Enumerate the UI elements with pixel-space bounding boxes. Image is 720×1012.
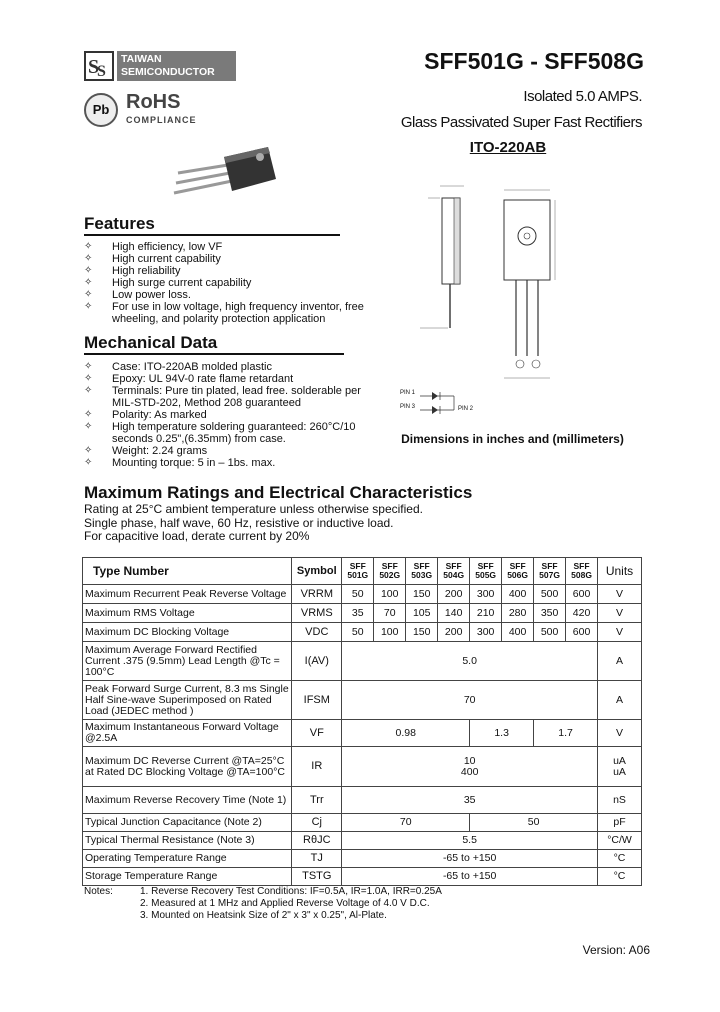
list-item: ✧ High temperature soldering guaranteed: 260°C/10 seconds 0.25",(6.35mm) from case. <box>84 421 356 445</box>
list-item: ✧ High reliability <box>84 265 181 277</box>
model-header: SFF 504G <box>438 558 470 585</box>
type-number-header: Type Number <box>83 558 292 585</box>
table-row: Maximum DC Reverse Current @TA=25°C at Rated DC Blocking Voltage @TA=100°C IR 10 400 uA uA <box>83 747 642 787</box>
package-dimension-drawing <box>400 178 600 418</box>
notes <box>84 886 584 926</box>
bullet-icon: ✧ <box>84 457 93 468</box>
page-title: SFF501G - SFF508G <box>424 48 644 74</box>
bullet-icon: ✧ <box>84 241 93 252</box>
list-item: ✧ Case: ITO-220AB molded plastic <box>84 361 272 373</box>
list-item: ✧ Polarity: As marked <box>84 409 207 421</box>
rohs-badge <box>84 93 224 129</box>
version-label: Version: A06 <box>582 943 650 957</box>
table-row: Maximum RMS Voltage VRMS 35 70 105 140 210 280 350 420 V <box>83 604 642 623</box>
model-header: SFF 503G <box>406 558 438 585</box>
model-header: SFF 501G <box>342 558 374 585</box>
pin1-label: PIN 1 <box>400 390 416 396</box>
features-list <box>84 241 364 325</box>
list-item: ✧ Weight: 2.24 grams <box>84 445 208 457</box>
table-row: Maximum Reverse Recovery Time (Note 1) Trr 35 nS <box>83 787 642 814</box>
svg-text:S: S <box>97 63 106 79</box>
bullet-icon: ✧ <box>84 373 93 384</box>
bullet-icon: ✧ <box>84 409 93 420</box>
bullet-icon: ✧ <box>84 253 93 264</box>
list-item: 1. Reverse Recovery Test Conditions: IF=0.5A, IR=1.0A, IRR=0.25A <box>140 886 442 897</box>
ts-logo-icon <box>84 51 114 81</box>
package-name: ITO-220AB <box>469 139 547 156</box>
table-row: Storage Temperature Range TSTG -65 to +150 °C <box>83 868 642 886</box>
list-item: ✧ Mounting torque: 5 in – 1bs. max. <box>84 457 276 469</box>
ratings-table <box>82 557 642 886</box>
list-item: ✧ Epoxy: UL 94V-0 rate flame retardant <box>84 373 294 385</box>
notes-label: Notes: <box>84 886 113 897</box>
list-item: ✧ High current capability <box>84 253 221 265</box>
bullet-icon: ✧ <box>84 445 93 456</box>
rating-conditions: Rating at 25°C ambient temperature unless otherwise specified. Single phase, half wave, 60 Hz, resistive or inductive load. For capacitive load, derate current by 20% <box>84 502 423 543</box>
units-header: Units <box>598 558 642 585</box>
table-row: Peak Forward Surge Current, 8.3 ms Single Half Sine-wave Superimposed on Rated Load (JEDEC method ) IFSM 70 A <box>83 681 642 720</box>
list-item: ✧ Terminals: Pure tin plated, lead free. solderable per MIL-STD-202, Method 208 guaranteed <box>84 385 361 409</box>
bullet-icon: ✧ <box>84 289 93 300</box>
notes-list <box>140 886 560 922</box>
subtitle-current: Isolated 5.0 AMPS. <box>523 88 642 105</box>
symbol-header: Symbol <box>292 558 342 585</box>
mechanical-list <box>84 361 364 469</box>
model-header: SFF 502G <box>374 558 406 585</box>
model-header: SFF 508G <box>566 558 598 585</box>
bullet-icon: ✧ <box>84 277 93 288</box>
table-row: Maximum Average Forward Rectified Current .375 (9.5mm) Lead Length @Tc = 100°C I(AV) 5.0 A <box>83 642 642 681</box>
ratings-heading: Maximum Ratings and Electrical Characteristics <box>84 483 473 502</box>
model-header: SFF 507G <box>534 558 566 585</box>
model-header: SFF 505G <box>470 558 502 585</box>
table-row: Maximum DC Blocking Voltage VDC 50 100 150 200 300 400 500 600 V <box>83 623 642 642</box>
subtitle-description: Glass Passivated Super Fast Rectifiers <box>400 114 642 131</box>
features-heading: Features <box>84 214 340 236</box>
table-row: Typical Junction Capacitance (Note 2) Cj 70 50 pF <box>83 814 642 832</box>
pin2-label: PIN 2 <box>458 406 474 412</box>
table-header-row <box>83 558 642 585</box>
pin3-label: PIN 3 <box>400 404 416 410</box>
company-name: TAIWAN SEMICONDUCTOR <box>117 51 236 81</box>
bullet-icon: ✧ <box>84 361 93 372</box>
rohs-title: RoHS <box>126 91 181 113</box>
list-item: ✧ Low power loss. <box>84 289 191 301</box>
table-row: Maximum Recurrent Peak Reverse Voltage VRRM 50 100 150 200 300 400 500 600 V <box>83 585 642 604</box>
company-logo <box>84 51 236 81</box>
list-item: 3. Mounted on Heatsink Size of 2" x 3" x 0.25", Al-Plate. <box>140 910 387 921</box>
dimension-caption: Dimensions in inches and (millimeters) <box>401 432 624 446</box>
bullet-icon: ✧ <box>84 301 93 312</box>
bullet-icon: ✧ <box>84 385 93 396</box>
component-photo <box>168 143 280 199</box>
list-item: ✧ High surge current capability <box>84 277 252 289</box>
pb-free-icon: Pb <box>84 93 118 127</box>
mechanical-heading: Mechanical Data <box>84 333 344 355</box>
table-row: Maximum Instantaneous Forward Voltage @2.5A VF 0.98 1.3 1.7 V <box>83 720 642 747</box>
model-header: SFF 506G <box>502 558 534 585</box>
rohs-subtitle: COMPLIANCE <box>126 115 197 125</box>
list-item: ✧ High efficiency, low VF <box>84 241 223 253</box>
list-item: 2. Measured at 1 MHz and Applied Reverse Voltage of 4.0 V D.C. <box>140 898 430 909</box>
table-row: Operating Temperature Range TJ -65 to +150 °C <box>83 850 642 868</box>
bullet-icon: ✧ <box>84 421 93 432</box>
table-row: Typical Thermal Resistance (Note 3) RθJC 5.5 °C/W <box>83 832 642 850</box>
list-item: ✧ For use in low voltage, high frequency inventor, free wheeling, and polarity protection application <box>84 301 364 325</box>
svg-text:S: S <box>88 56 100 78</box>
bullet-icon: ✧ <box>84 265 93 276</box>
